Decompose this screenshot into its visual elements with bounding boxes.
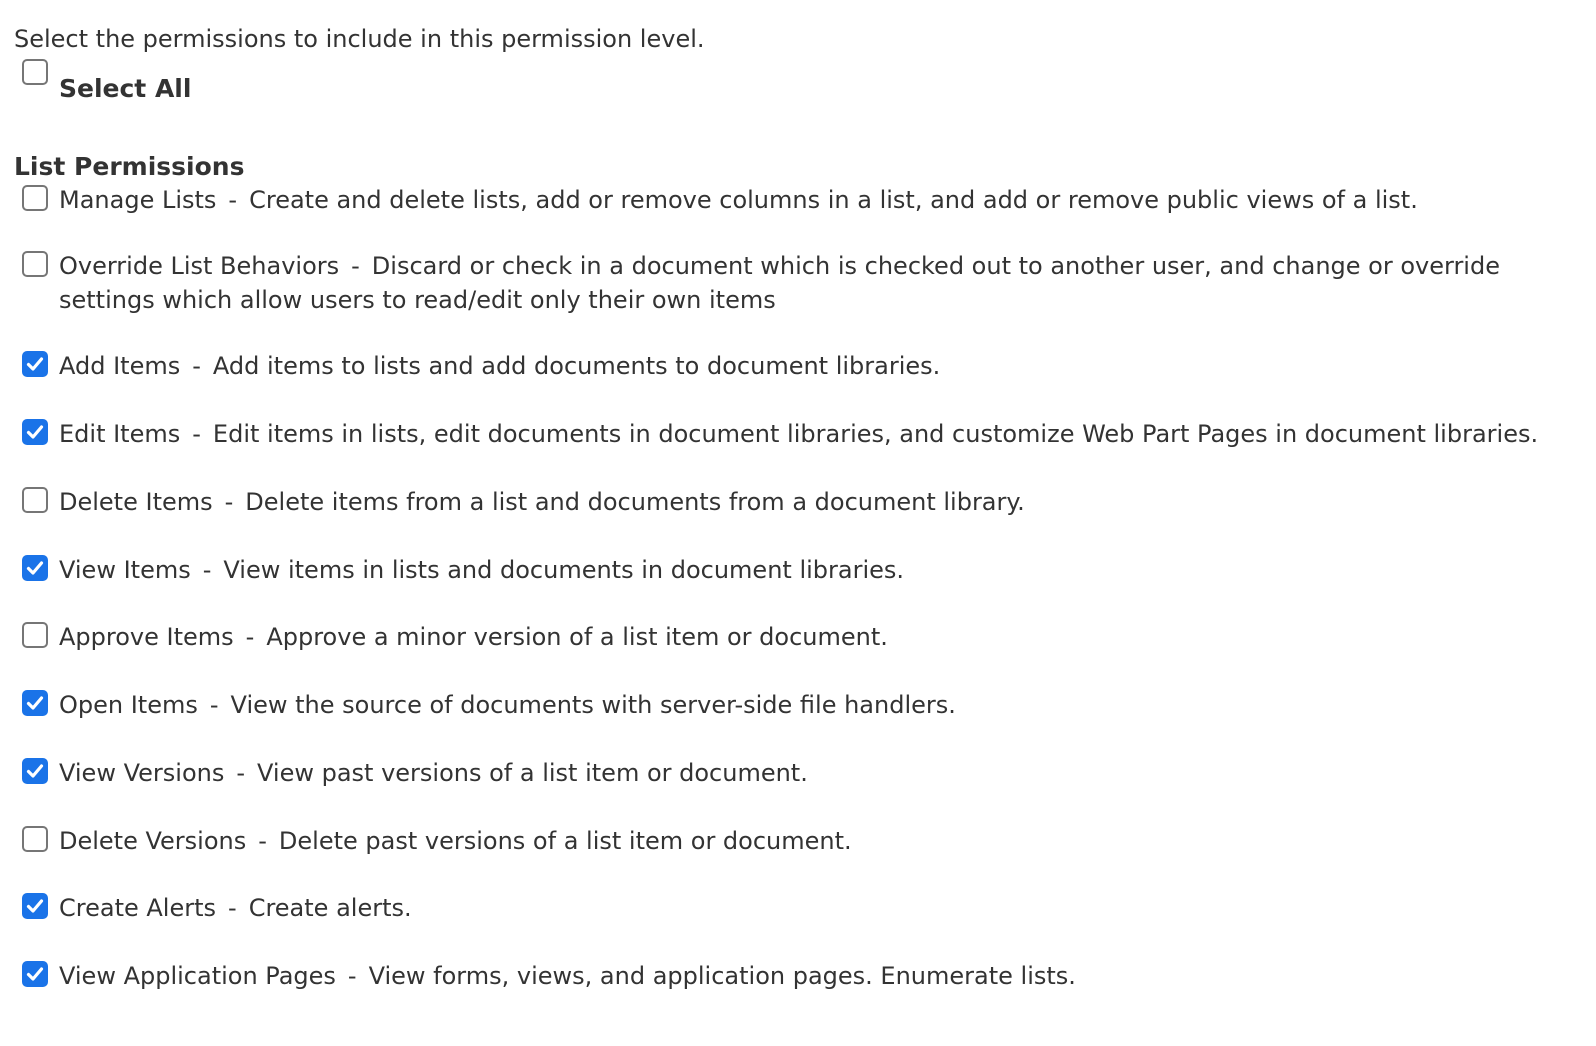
check-icon [22, 758, 48, 784]
permission-name: Edit Items [59, 420, 181, 448]
permissions-intro: Select the permissions to include in this permission level. [14, 25, 705, 53]
permission-name: Delete Items [59, 488, 213, 516]
permission-description: View forms, views, and application pages. Enumerate lists. [368, 962, 1076, 990]
permission-item [59, 959, 1549, 993]
permission-checkbox[interactable] [22, 690, 48, 716]
permission-checkbox[interactable] [22, 961, 48, 987]
permission-description: Add items to lists and add documents to document libraries. [212, 352, 941, 380]
permission-description: Edit items in lists, edit documents in document libraries, and customize Web Part Pages in document libraries. [212, 420, 1539, 448]
permission-name: Manage Lists [59, 186, 217, 214]
permission-name: Add Items [59, 352, 181, 380]
permission-name: View Application Pages [59, 962, 336, 990]
permission-item [59, 417, 1549, 451]
permission-name: View Versions [59, 759, 225, 787]
permission-separator: - [224, 488, 234, 516]
permission-name: Create Alerts [59, 894, 217, 922]
permission-description: Approve a minor version of a list item or document. [266, 623, 888, 651]
permission-item [59, 824, 1549, 858]
permission-item [59, 349, 1549, 383]
permission-name: Approve Items [59, 623, 234, 651]
permission-description: Delete items from a list and documents from a document library. [245, 488, 1025, 516]
check-icon [22, 555, 48, 581]
permission-checkbox[interactable] [22, 555, 48, 581]
permission-item [59, 756, 1549, 790]
check-icon [22, 351, 48, 377]
permission-item [59, 891, 1549, 925]
permission-separator: - [209, 691, 219, 719]
check-icon [22, 893, 48, 919]
permission-separator: - [192, 420, 201, 448]
permission-name: Open Items [59, 691, 198, 719]
permission-separator: - [228, 894, 237, 922]
check-icon [22, 690, 48, 716]
permission-name: Delete Versions [59, 827, 247, 855]
permission-name: Override List Behaviors [59, 252, 340, 280]
permission-checkbox[interactable] [22, 251, 48, 277]
permission-description: View items in lists and documents in document libraries. [223, 556, 905, 584]
permission-separator: - [245, 623, 255, 651]
permission-checkbox[interactable] [22, 185, 48, 211]
permission-checkbox[interactable] [22, 351, 48, 377]
permission-description: Discard or check in a document which is checked out to another user, and change or override settings which allow users to read/edit only their own items [59, 252, 1500, 314]
permission-item [59, 485, 1549, 519]
permission-description: Create and delete lists, add or remove columns in a list, and add or remove public views of a list. [249, 186, 1418, 214]
check-icon [22, 419, 48, 445]
permission-item [59, 688, 1549, 722]
permission-checkbox[interactable] [22, 893, 48, 919]
permission-description: Delete past versions of a list item or document. [278, 827, 852, 855]
permission-separator: - [202, 556, 212, 584]
permission-description: View past versions of a list item or document. [257, 759, 808, 787]
select-all-label: Select All [59, 74, 192, 103]
permission-separator: - [228, 186, 238, 214]
permission-checkbox[interactable] [22, 419, 48, 445]
permission-separator: - [236, 759, 246, 787]
permission-item [59, 183, 1549, 217]
permission-checkbox[interactable] [22, 826, 48, 852]
permission-checkbox[interactable] [22, 622, 48, 648]
permission-name: View Items [59, 556, 191, 584]
permission-checkbox[interactable] [22, 758, 48, 784]
permission-description: View the source of documents with server-side file handlers. [230, 691, 956, 719]
permission-separator: - [192, 352, 201, 380]
permission-separator: - [347, 962, 357, 990]
permission-separator: - [351, 252, 360, 280]
permission-item [59, 553, 1549, 587]
select-all-checkbox[interactable] [22, 59, 48, 85]
permission-description: Create alerts. [248, 894, 412, 922]
check-icon [22, 961, 48, 987]
permission-checkbox[interactable] [22, 487, 48, 513]
permission-item [59, 249, 1549, 317]
permission-item [59, 620, 1549, 654]
list-permissions-heading: List Permissions [14, 152, 245, 181]
permission-separator: - [258, 827, 267, 855]
